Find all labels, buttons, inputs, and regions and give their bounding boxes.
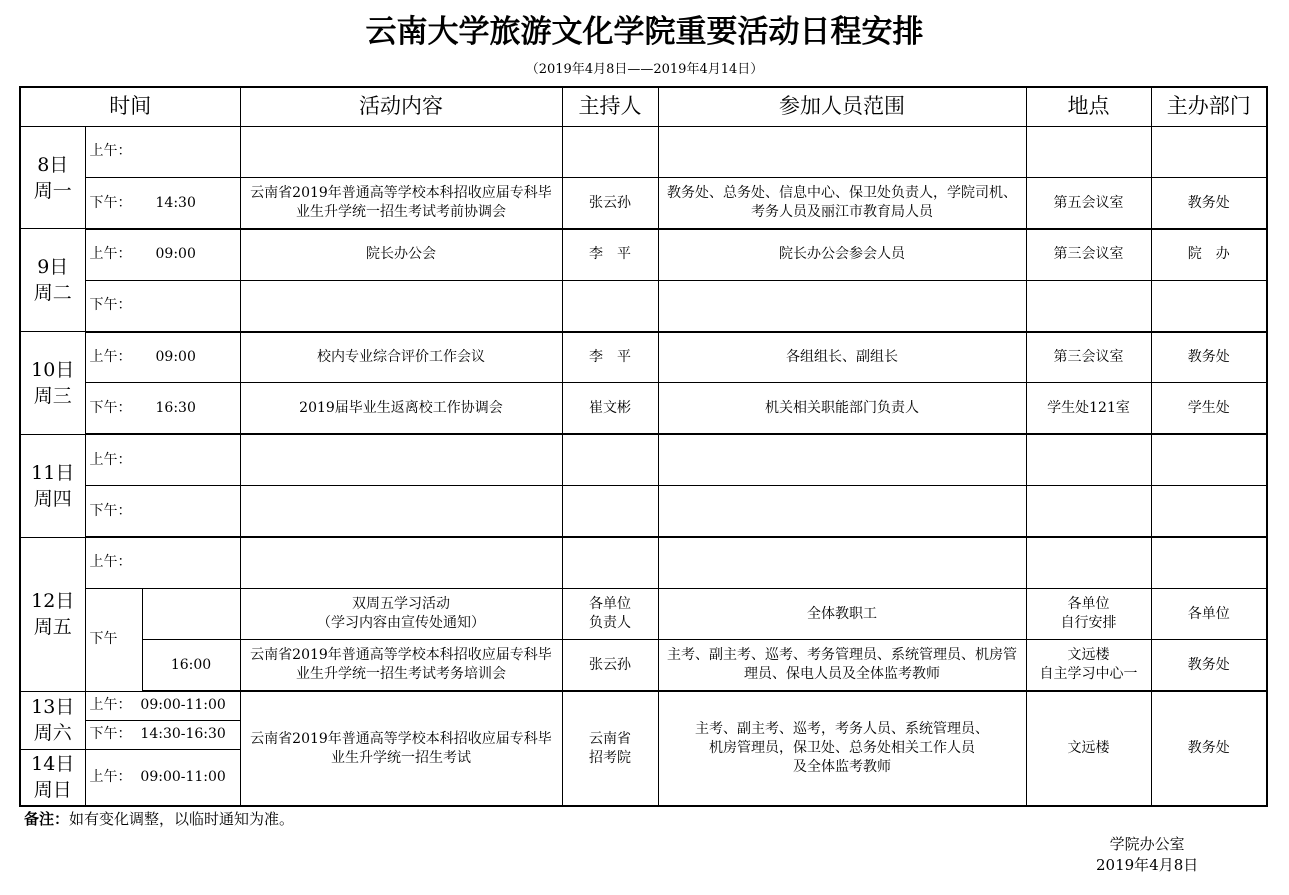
slot-am: 上午： <box>85 126 240 177</box>
participants-cell <box>658 434 1026 485</box>
event-time: 09:00-11:00 <box>140 768 226 785</box>
schedule-table <box>19 86 1268 807</box>
host-cell: 李 平 <box>562 332 658 383</box>
table-row <box>20 434 1267 485</box>
page-title: 云南大学旅游文化学院重要活动日程安排 <box>365 14 924 50</box>
department-cell: 教务处 <box>1151 332 1267 383</box>
event-time: 14:30 <box>155 194 196 211</box>
note-label: 备注： <box>24 810 70 828</box>
department-cell: 教务处 <box>1151 640 1267 691</box>
content-cell <box>240 486 562 537</box>
day-weekday: 周四 <box>33 487 72 510</box>
content-cell: 云南省2019年普通高等学校本科招收应届专科毕业生升学统一招生考试考前协调会 <box>240 178 562 229</box>
slot-pm: 下午： 14:30 <box>85 178 240 229</box>
host-cell: 张云孙 <box>562 178 658 229</box>
participants-cell <box>658 486 1026 537</box>
table-row <box>20 178 1267 229</box>
content-cell: 云南省2019年普通高等学校本科招收应届专科毕业生升学统一招生考试 <box>240 691 562 806</box>
table-row <box>20 486 1267 537</box>
location-cell: 文远楼 <box>1026 691 1151 806</box>
slot-am: 上午： <box>85 434 240 485</box>
content-cell <box>240 434 562 485</box>
location-cell <box>1026 126 1151 177</box>
participants-cell <box>658 126 1026 177</box>
location-cell: 学生处121室 <box>1026 383 1151 434</box>
content-cell: 校内专业综合评价工作会议 <box>240 332 562 383</box>
slot-am: 上午： 09:00-11:00 <box>85 749 240 806</box>
header-location: 地点 <box>1026 87 1151 126</box>
host-cell: 崔文彬 <box>562 383 658 434</box>
participants-cell: 教务处、总务处、信息中心、保卫处负责人，学院司机、考务人员及丽江市教育局人员 <box>658 178 1026 229</box>
footer-signature <box>1096 834 1198 876</box>
day-weekday: 周五 <box>33 616 72 639</box>
content-cell <box>240 126 562 177</box>
department-cell <box>1151 486 1267 537</box>
host-cell: 各单位 负责人 <box>562 588 658 639</box>
participants-cell: 主考、副主考、巡考、考务管理员、系统管理员、机房管理员、保电人员及全体监考教师 <box>658 640 1026 691</box>
slot-pm: 下午： <box>85 280 240 331</box>
content-cell <box>240 280 562 331</box>
header-participants: 参加人员范围 <box>658 87 1026 126</box>
participants-cell <box>658 537 1026 588</box>
department-cell <box>1151 126 1267 177</box>
host-cell: 李 平 <box>562 229 658 280</box>
day-date: 8日 <box>37 153 69 176</box>
header-host: 主持人 <box>562 87 658 126</box>
time-cell <box>142 588 240 639</box>
day-date: 10日 <box>31 358 75 381</box>
table-row <box>20 383 1267 434</box>
note-text: 如有变化调整，以临时通知为准。 <box>69 810 295 828</box>
location-cell: 各单位 自行安排 <box>1026 588 1151 639</box>
day-date: 12日 <box>31 590 75 613</box>
header-department: 主办部门 <box>1151 87 1267 126</box>
host-cell: 张云孙 <box>562 640 658 691</box>
location-cell <box>1026 537 1151 588</box>
participants-cell: 机关相关职能部门负责人 <box>658 383 1026 434</box>
host-cell: 云南省 招考院 <box>562 691 658 806</box>
day-date: 14日 <box>31 753 75 776</box>
day-weekday: 周六 <box>33 722 72 745</box>
host-cell <box>562 486 658 537</box>
event-time: 09:00-11:00 <box>140 697 226 714</box>
department-cell: 教务处 <box>1151 178 1267 229</box>
day-cell-mon <box>20 126 85 229</box>
department-cell <box>1151 280 1267 331</box>
table-row <box>20 126 1267 177</box>
issue-date: 2019年4月8日 <box>1096 856 1199 874</box>
location-cell: 文远楼 自主学习中心一 <box>1026 640 1151 691</box>
host-cell <box>562 434 658 485</box>
host-cell <box>562 126 658 177</box>
host-cell <box>562 280 658 331</box>
content-cell: 云南省2019年普通高等学校本科招收应届专科毕业生升学统一招生考试考务培训会 <box>240 640 562 691</box>
department-cell: 学生处 <box>1151 383 1267 434</box>
slot-pm: 下午 <box>85 588 142 691</box>
day-date: 11日 <box>31 461 75 484</box>
slot-am: 上午： 09:00 <box>85 332 240 383</box>
participants-cell: 全体教职工 <box>658 588 1026 639</box>
day-cell-fri <box>20 537 85 691</box>
event-time: 09:00 <box>155 349 196 366</box>
day-weekday: 周一 <box>33 179 72 202</box>
location-cell <box>1026 434 1151 485</box>
table-row <box>20 280 1267 331</box>
day-cell-tue <box>20 229 85 332</box>
header-row <box>20 87 1267 126</box>
location-cell: 第五会议室 <box>1026 178 1151 229</box>
event-time: 09:00 <box>155 246 196 263</box>
day-cell-sat <box>20 691 85 749</box>
participants-cell <box>658 280 1026 331</box>
participants-cell: 主考、副主考、巡考，考务人员、系统管理员、 机房管理员，保卫处、总务处相关工作人员 及全体监考教师 <box>658 691 1026 806</box>
table-row <box>20 588 1267 639</box>
content-cell <box>240 537 562 588</box>
day-weekday: 周二 <box>33 282 72 305</box>
day-weekday: 周三 <box>33 384 72 407</box>
day-date: 13日 <box>31 696 75 719</box>
participants-cell: 各组组长、副组长 <box>658 332 1026 383</box>
content-cell: 2019届毕业生返离校工作协调会 <box>240 383 562 434</box>
time-cell: 16:00 <box>142 640 240 691</box>
slot-pm: 下午： <box>85 486 240 537</box>
table-row <box>20 332 1267 383</box>
footer-note <box>24 808 294 830</box>
slot-am: 上午： <box>85 537 240 588</box>
slot-am: 上午： 09:00 <box>85 229 240 280</box>
slot-pm: 下午： 16:30 <box>85 383 240 434</box>
location-cell: 第三会议室 <box>1026 332 1151 383</box>
table-row <box>20 691 1267 720</box>
location-cell: 第三会议室 <box>1026 229 1151 280</box>
day-weekday: 周日 <box>33 779 72 802</box>
day-cell-sun <box>20 749 85 806</box>
content-cell: 双周五学习活动 （学习内容由宣传处通知） <box>240 588 562 639</box>
slot-pm: 下午： 14:30-16:30 <box>85 720 240 749</box>
table-row <box>20 537 1267 588</box>
department-cell <box>1151 537 1267 588</box>
day-date: 9日 <box>37 256 69 279</box>
table-row <box>20 229 1267 280</box>
day-cell-thu <box>20 434 85 537</box>
day-cell-wed <box>20 332 85 435</box>
department-cell: 院 办 <box>1151 229 1267 280</box>
department-cell <box>1151 434 1267 485</box>
department-cell: 教务处 <box>1151 691 1267 806</box>
location-cell <box>1026 280 1151 331</box>
event-time: 14:30-16:30 <box>140 726 226 743</box>
participants-cell: 院长办公会参会人员 <box>658 229 1026 280</box>
header-content: 活动内容 <box>240 87 562 126</box>
office-name: 学院办公室 <box>1109 835 1185 853</box>
location-cell <box>1026 486 1151 537</box>
slot-am: 上午： 09:00-11:00 <box>85 691 240 720</box>
host-cell <box>562 537 658 588</box>
table-row <box>20 640 1267 691</box>
department-cell: 各单位 <box>1151 588 1267 639</box>
content-cell: 院长办公会 <box>240 229 562 280</box>
event-time: 16:30 <box>155 399 196 416</box>
date-range: （2019年4月8日——2019年4月14日） <box>525 62 764 77</box>
header-time: 时间 <box>20 87 240 126</box>
